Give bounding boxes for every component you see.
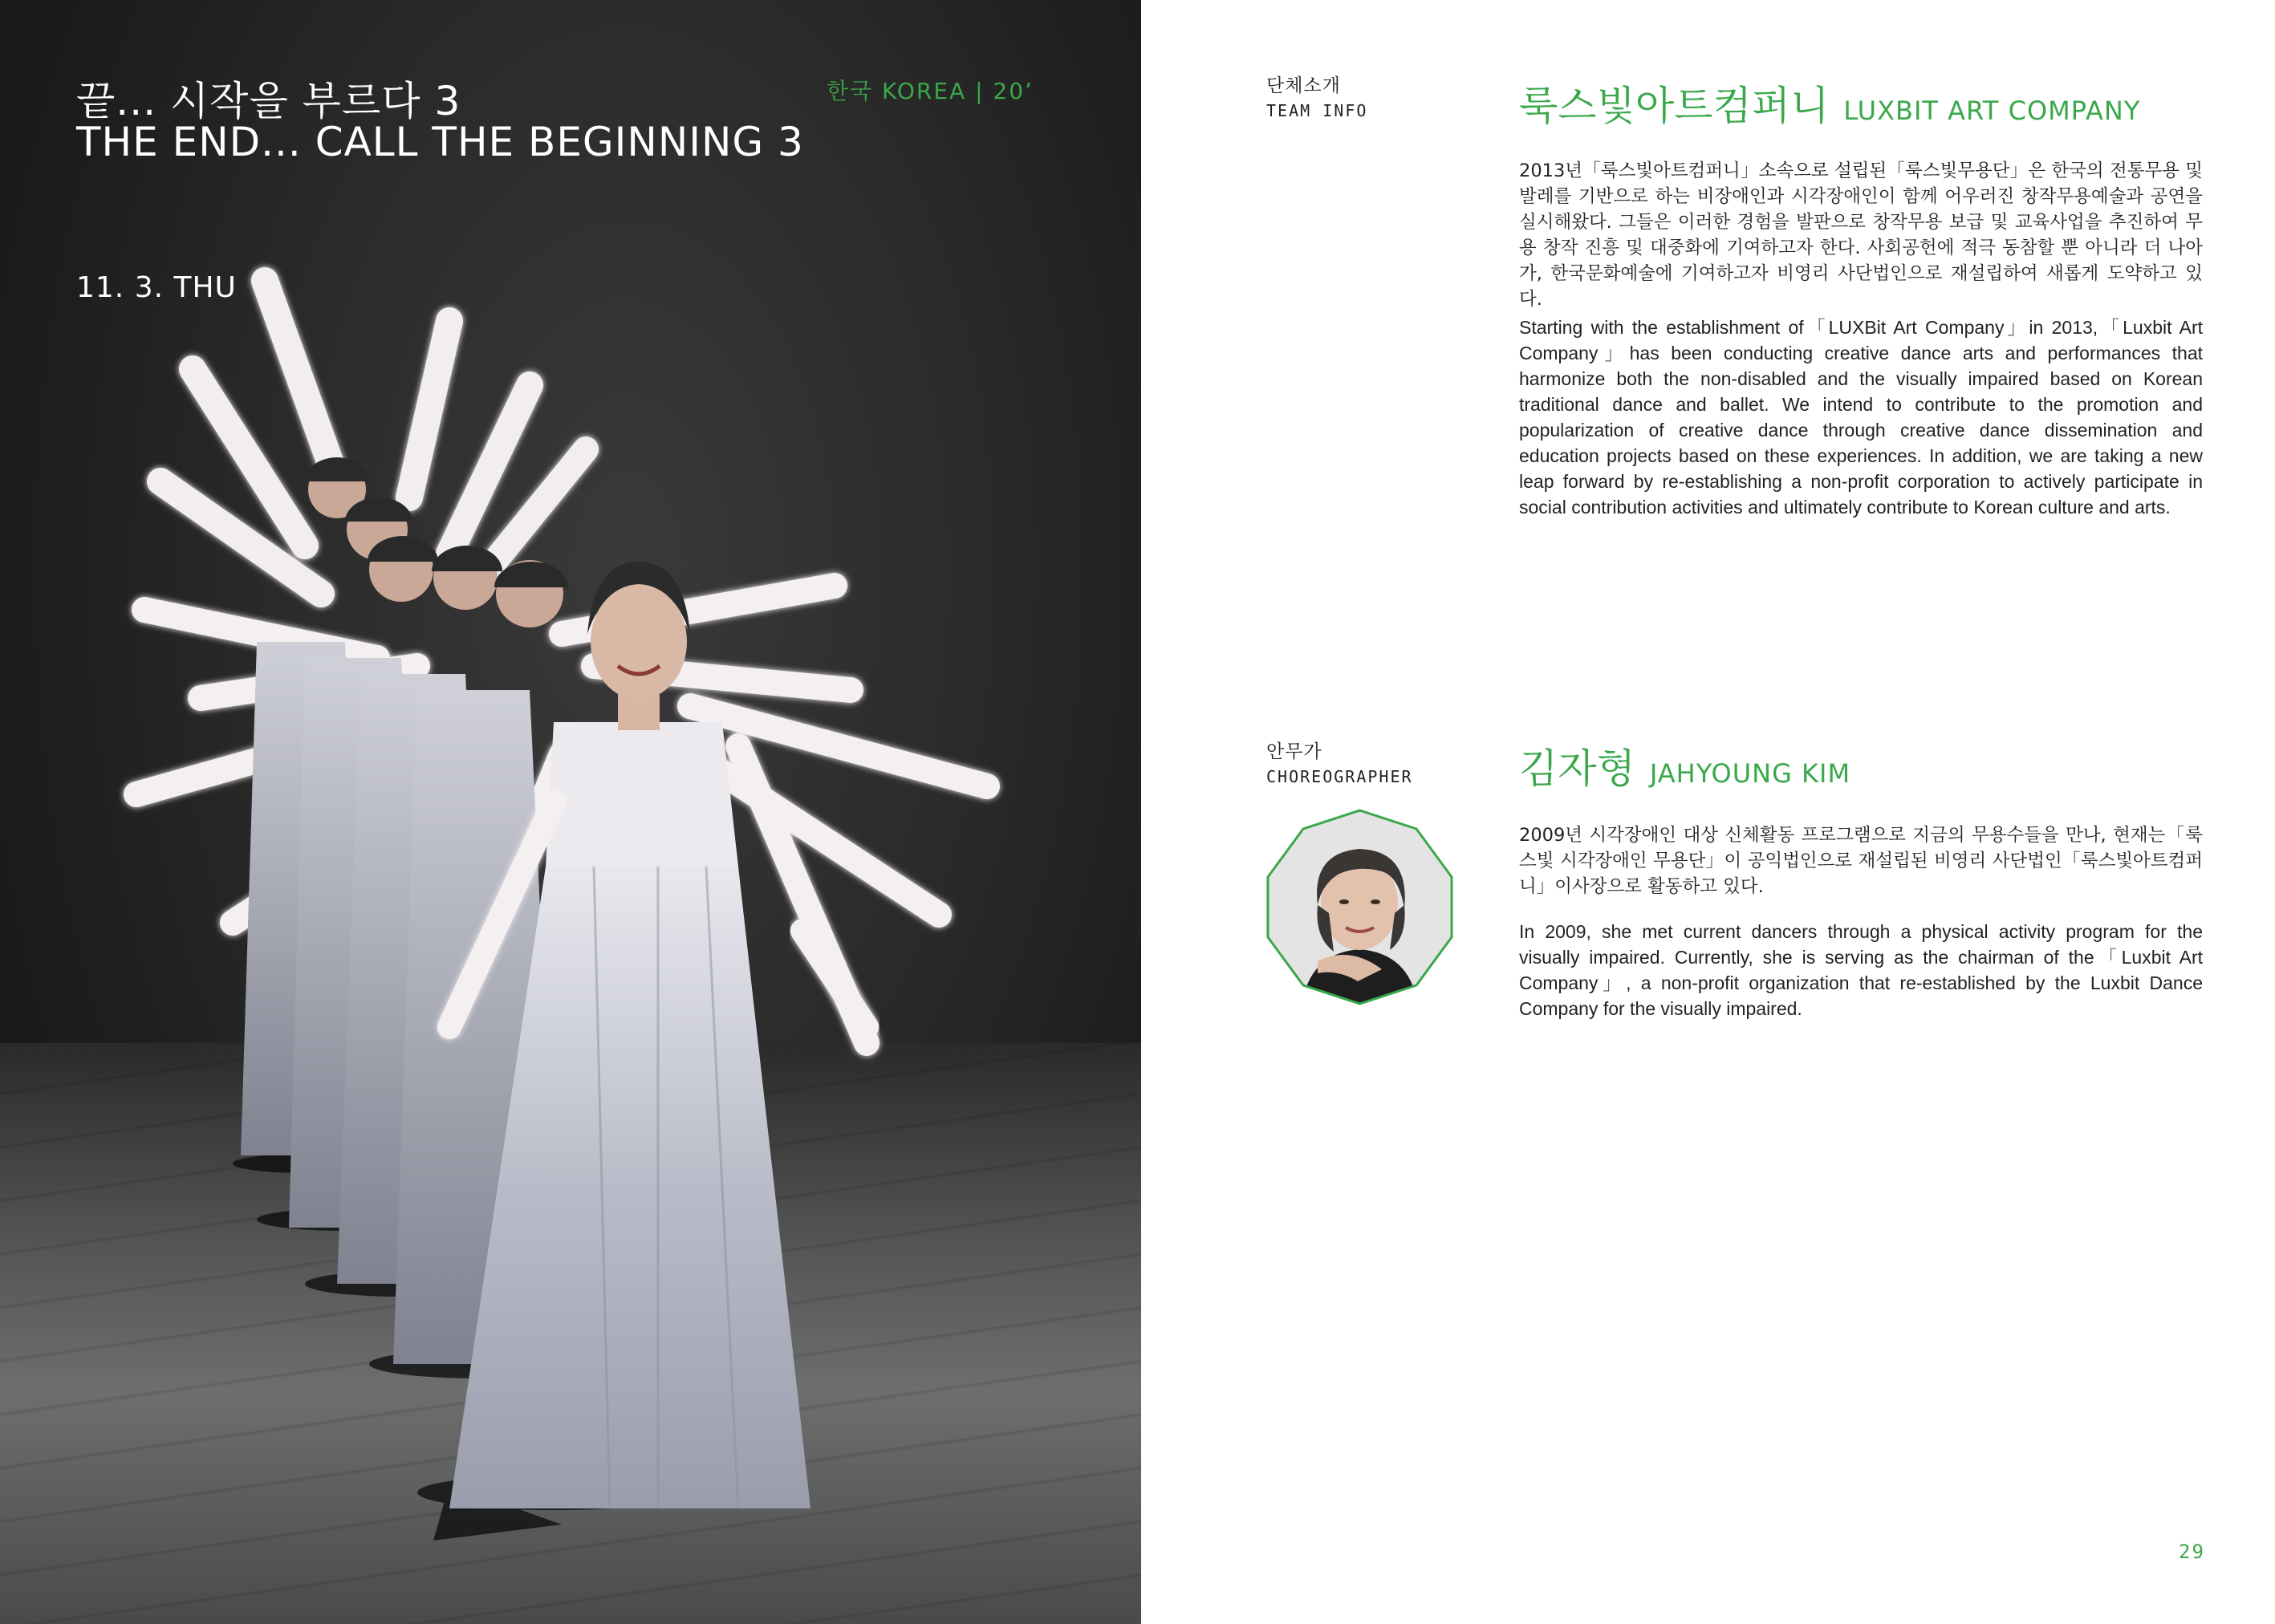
team-name-ko: 룩스빛아트컴퍼니 (1519, 83, 1830, 129)
choreographer-label (1266, 740, 1413, 790)
team-name (1519, 74, 2140, 132)
team-info-label-en: TEAM INFO (1266, 101, 1368, 120)
choreographer-name-ko: 김자형 (1519, 745, 1635, 792)
performance-title-en: THE END... CALL THE BEGINNING 3 (76, 119, 804, 165)
team-info-label (1266, 74, 1367, 124)
team-description-en: Starting with the establishment of「LUXBit Art Company」in 2013,「Luxbit Art Company」has been conducting creative dance arts and performances that harmonize both the non-disabled and the visually impaired based on Korean traditional dance and ballet. We intend to contribute to the promotion and popularization of creative dance through creative dance dissemination and education projects based on these experiences. In addition, we are taking a new leap forward by re-establishing a non-profit corporation to actively participate in social contribution activities and ultimately contribute to Korean culture and arts. (1519, 317, 2203, 518)
choreographer-label-ko: 안무가 (1266, 741, 1322, 762)
performance-date: 11. 3. THU (76, 271, 237, 304)
choreographer-name (1519, 737, 1850, 794)
country-duration: 한국 KOREA | 20’ (827, 78, 1034, 104)
choreographer-description-en: In 2009, she met current dancers through a physical activity program for the visually impaired. Currently, she is serving as the chairman of the「Luxbit Art Company」, a non-profit organization that re-established by the Luxbit Dance Company for the visually impaired. (1519, 921, 2203, 1019)
team-info-label-ko: 단체소개 (1266, 75, 1341, 96)
choreographer-avatar (1261, 809, 1458, 1005)
choreographer-name-en: JAHYOUNG KIM (1649, 758, 1851, 789)
page-number: 29 (2179, 1541, 2205, 1563)
team-description-ko: 2013년「룩스빛아트컴퍼니」소속으로 설립된「룩스빛무용단」은 한국의 전통무용 및 발레를 기반으로 하는 비장애인과 시각장애인이 함께 어우러진 창작무용예술과 공연을 실시해왔다. 그들은 이러한 경험을 발판으로 창작무용 보급 및 교육사업을 추진하여 무용 창작 진흥 및 대중화에 기여하고자 한다. 사회공헌에 적극 동참할 뿐 아니라 더 나아가, 한국문화예술에 기여하고자 비영리 사단법인으로 재설립하여 새롭게 도약하고 있다. (1519, 160, 2203, 310)
choreographer-label-en: CHOREOGRAPHER (1266, 767, 1413, 786)
team-name-en: LUXBIT ART COMPANY (1843, 95, 2141, 126)
performance-title-ko: 끝... 시작을 부르다 3 (76, 78, 461, 124)
choreographer-description-ko: 2009년 시각장애인 대상 신체활동 프로그램으로 지금의 무용수들을 만나, 현재는「룩스빛 시각장애인 무용단」이 공익법인으로 재설립된 비영리 사단법인「룩스빛아트컴퍼니」이사장으로 활동하고 있다. (1519, 825, 2203, 897)
